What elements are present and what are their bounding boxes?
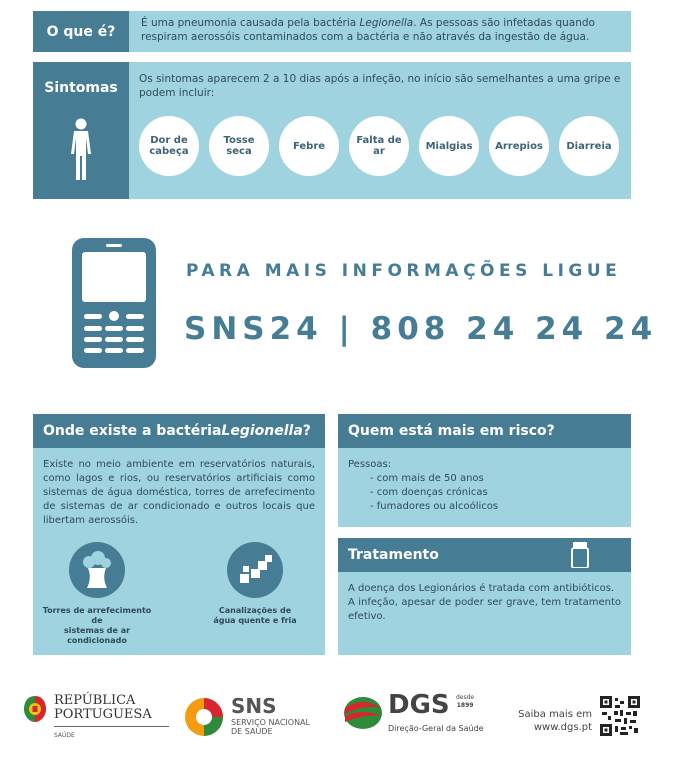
where-content: [33, 448, 325, 655]
treatment-text-1: A doença dos Legionários é tratada com antibióticos.: [348, 583, 615, 594]
risk-content: [338, 448, 631, 527]
caption-line: Canalizações de: [218, 606, 292, 615]
caption-line: água quente e fria: [213, 616, 297, 625]
what-is-it-row: [33, 11, 631, 52]
symptom-text: Dor de: [150, 135, 188, 146]
know-more-text: [512, 708, 592, 734]
risk-title: Quem está mais em risco?: [338, 414, 631, 448]
cooling-tower-caption: [37, 606, 157, 646]
footer: [0, 690, 680, 750]
more-info-heading: PARA MAIS INFORMAÇÕES LIGUE: [186, 261, 622, 281]
know-more-label: Saiba mais em: [518, 709, 592, 720]
symptom-text: Falta de: [356, 135, 402, 146]
pipes-caption: [195, 606, 315, 626]
symptoms-intro: Os sintomas aparecem 2 a 10 dias após a infeção, no início são semelhantes a uma gripe e podem incluir:: [139, 73, 621, 99]
republica-portuguesa-text: [54, 694, 194, 722]
logo-text: 1899: [456, 702, 474, 709]
logo-text: desde: [456, 694, 475, 701]
where-box: [33, 414, 325, 655]
dgs-emblem-icon: [343, 696, 383, 730]
water-pipes-icon: [227, 542, 283, 598]
symptom-fever: [279, 116, 339, 176]
mobile-phone-icon: [72, 238, 156, 368]
where-text: Existe no meio ambiente em reservatórios naturais, como lagos e rios, ou reservatórios artificiais como sistemas de água doméstica, torres de arrefecimento de sistemas de ar condicionado e outros locais que libertam aerossóis.: [43, 459, 315, 526]
symptom-text: ar: [373, 146, 385, 157]
risk-box: [338, 414, 631, 527]
pipes-item: [195, 542, 315, 626]
symptom-text: cabeça: [149, 146, 189, 157]
pill-bottle-icon: [571, 542, 589, 568]
dgs-subtitle: Direção-Geral da Saúde: [388, 724, 484, 733]
symptoms-label: Sintomas: [44, 80, 118, 96]
what-is-it-text: [129, 11, 631, 52]
symptom-text: Arrepios: [495, 140, 543, 152]
symptom-text: Febre: [292, 140, 326, 152]
what-is-it-label: O que é?: [33, 11, 129, 52]
treatment-box: [338, 538, 631, 655]
saude-subtitle: SAÚDE: [54, 732, 75, 739]
symptoms-body: [129, 62, 631, 199]
symptom-headache: [139, 116, 199, 176]
where-title: [33, 414, 325, 448]
treatment-title: Tratamento: [348, 547, 439, 563]
symptom-shortness-of-breath: [349, 116, 409, 176]
sns-title: SNS: [231, 694, 277, 718]
treatment-content: [338, 572, 631, 655]
symptom-text: Mialgias: [425, 140, 473, 152]
treatment-title-bar: [338, 538, 631, 572]
symptom-myalgia: [419, 116, 479, 176]
list-item: - com doenças crónicas: [370, 487, 488, 498]
logo-text: REPÚBLICA: [54, 693, 136, 708]
symptoms-row: [33, 62, 631, 199]
list-item: - com mais de 50 anos: [370, 473, 484, 484]
sns-emblem-icon: [183, 696, 225, 738]
symptoms-side: [33, 62, 129, 199]
logo-text: SERVIÇO NACIONAL: [231, 718, 310, 727]
sns-subtitle: [231, 718, 311, 736]
cooling-tower-icon: [69, 542, 125, 598]
where-title-part2: ?: [302, 423, 311, 439]
sns24-phone-number: SNS24 | 808 24 24 24: [184, 311, 658, 347]
qr-code-icon[interactable]: [600, 696, 640, 736]
dgs-website-link[interactable]: www.dgs.pt: [533, 722, 592, 733]
caption-line: sistemas de ar condicionado: [63, 626, 131, 645]
treatment-text-2: A infeção, apesar de poder ser grave, tem tratamento efetivo.: [348, 597, 621, 622]
risk-intro: Pessoas:: [348, 459, 392, 470]
portugal-emblem-icon: [22, 694, 48, 724]
symptom-text: seca: [226, 146, 252, 157]
risk-list: [348, 472, 621, 514]
symptom-text: Diarreia: [566, 140, 612, 152]
logo-text: PORTUGUESA: [54, 707, 152, 722]
symptoms-list: [139, 116, 621, 176]
what-text-part1: É uma pneumonia causada pela bactéria: [141, 17, 360, 29]
logo-divider: [54, 726, 169, 727]
what-text-italic: Legionella: [359, 17, 414, 29]
symptom-dry-cough: [209, 116, 269, 176]
where-title-italic: Legionella: [221, 423, 303, 439]
what-text-part2: . As pessoas são infetadas quando respiram aerossóis contaminados com a bactéria e não através da ingestão de água.: [141, 17, 595, 43]
logo-text: DE SAÚDE: [231, 727, 273, 736]
cooling-tower-item: [37, 542, 157, 646]
symptom-diarrhea: [559, 116, 619, 176]
symptom-chills: [489, 116, 549, 176]
dgs-title: DGS: [388, 690, 450, 720]
human-figure-icon: [66, 118, 96, 182]
list-item: - fumadores ou alcoólicos: [370, 501, 499, 512]
symptom-text: Tosse: [223, 135, 255, 146]
where-title-part1: Onde existe a bactéria: [43, 423, 222, 439]
caption-line: Torres de arrefecimento de: [42, 606, 152, 625]
dgs-since: [456, 694, 474, 710]
